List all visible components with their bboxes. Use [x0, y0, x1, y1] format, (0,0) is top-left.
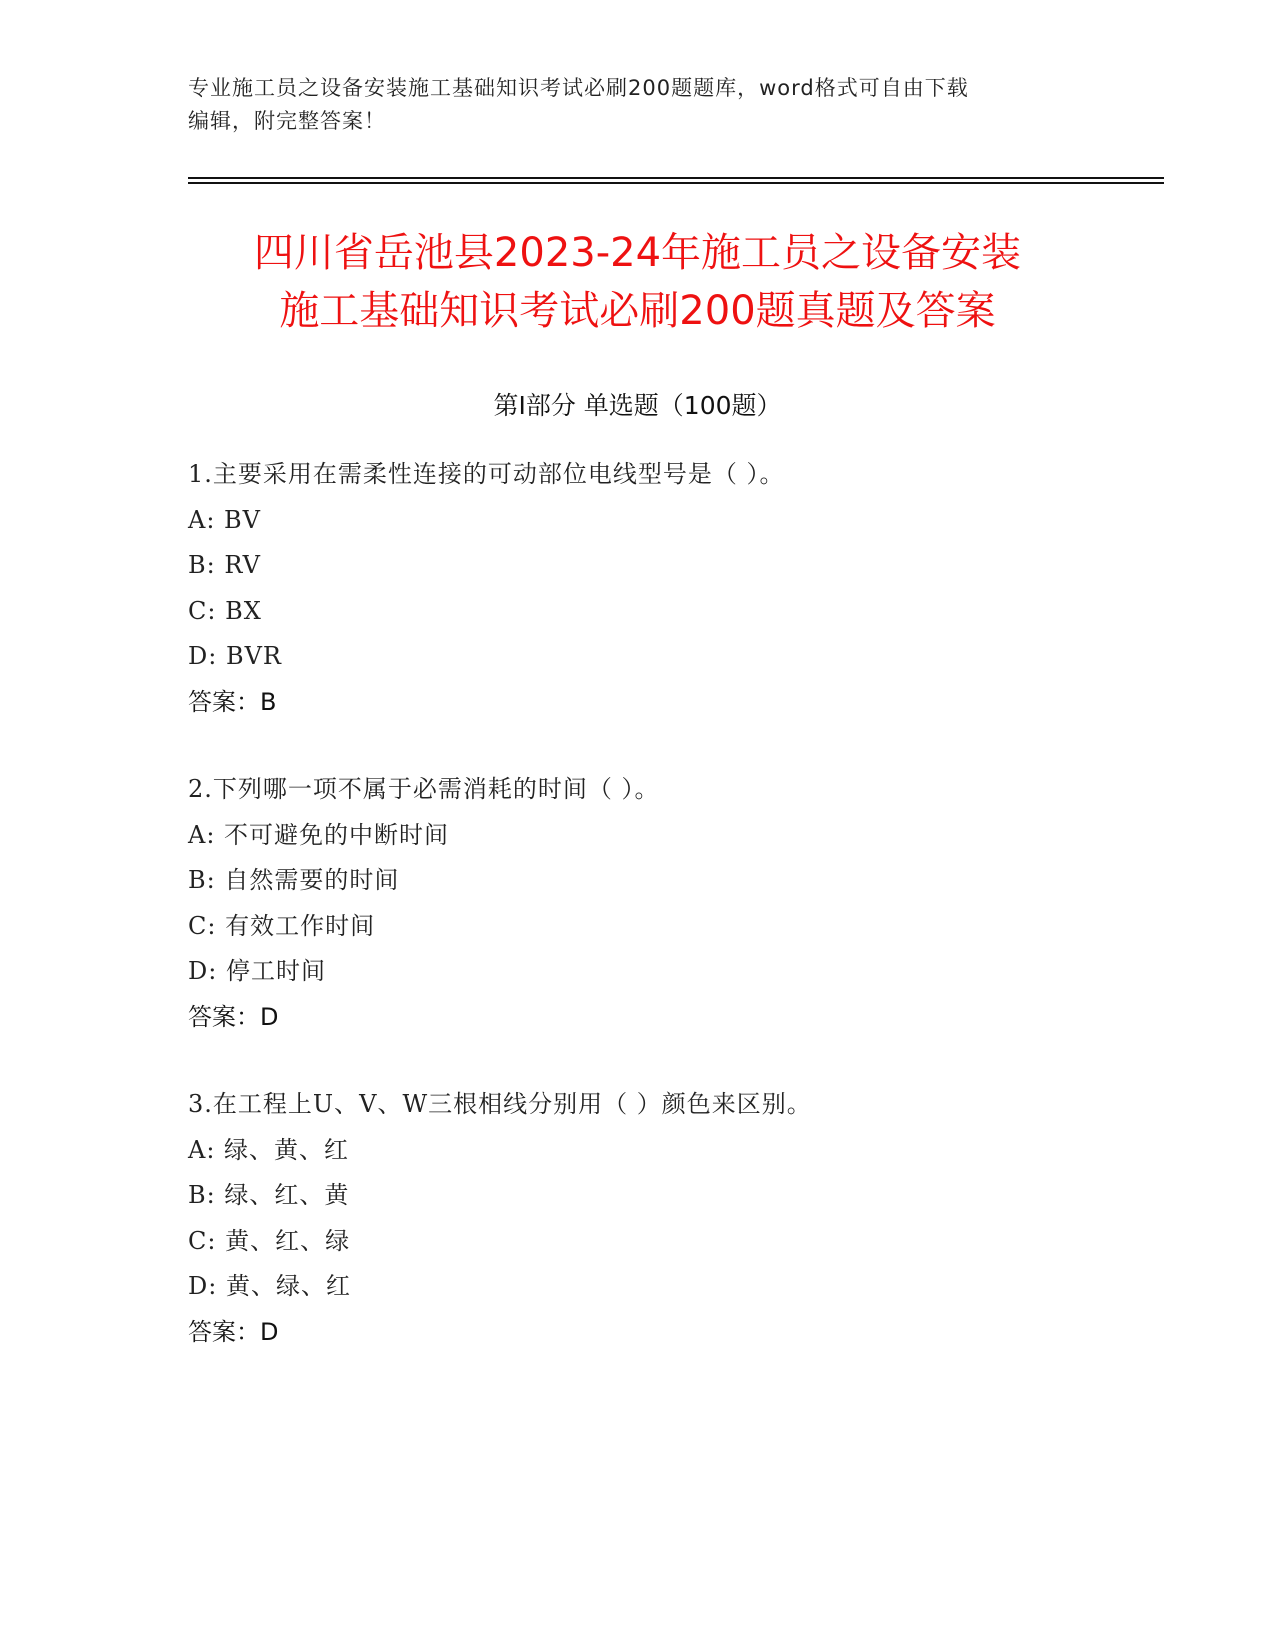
- option-d: D: BVR: [188, 642, 282, 670]
- option-a: A: 不可避免的中断时间: [188, 820, 450, 849]
- document-title: [150, 224, 1125, 340]
- question-block: [188, 1082, 1148, 1355]
- document-header-note: [188, 72, 1088, 138]
- header-note-line-1: 专业施工员之设备安装施工基础知识考试必刷200题题库，word格式可自由下载: [188, 76, 969, 100]
- option-c: C: BX: [188, 596, 262, 625]
- option-a: A: 绿、黄、红: [188, 1135, 350, 1164]
- question-block: [188, 452, 1148, 725]
- answer-line: 答案：B: [188, 687, 277, 716]
- question-block: [188, 767, 1148, 1040]
- option-a: A: BV: [188, 505, 262, 534]
- header-divider-bottom: [188, 182, 1164, 184]
- document-title-line-1: 四川省岳池县2023-24年施工员之设备安装: [253, 230, 1022, 276]
- question-stem: 2.下列哪一项不属于必需消耗的时间（ ）。: [188, 775, 660, 803]
- option-d: D: 黄、绿、红: [188, 1272, 351, 1300]
- option-c: C: 有效工作时间: [188, 911, 376, 940]
- question-stem: 1.主要采用在需柔性连接的可动部位电线型号是（ ）。: [188, 460, 785, 488]
- option-b: B: 绿、红、黄: [188, 1181, 350, 1209]
- question-stem: 3.在工程上U、V、W三根相线分别用（ ）颜色来区别。: [188, 1090, 812, 1118]
- option-b: B: 自然需要的时间: [188, 866, 400, 894]
- section-heading: 第Ⅰ部分 单选题（100题）: [493, 391, 782, 420]
- option-d: D: 停工时间: [188, 957, 326, 985]
- document-title-line-2: 施工基础知识考试必刷200题真题及答案: [279, 288, 996, 334]
- header-note-line-2: 编辑，附完整答案！: [188, 109, 386, 133]
- header-divider-top: [188, 177, 1164, 179]
- option-b: B: RV: [188, 551, 261, 579]
- option-c: C: 黄、红、绿: [188, 1226, 351, 1255]
- answer-line: 答案：D: [188, 1317, 279, 1346]
- answer-line: 答案：D: [188, 1002, 279, 1031]
